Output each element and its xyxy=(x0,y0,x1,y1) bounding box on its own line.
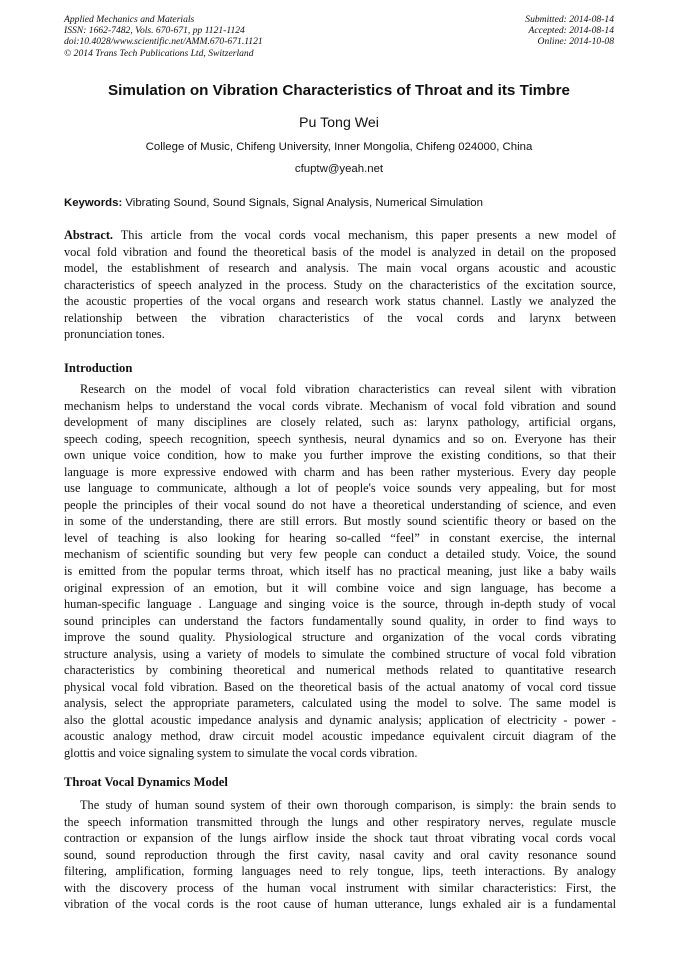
throat-model-paragraph xyxy=(64,797,616,913)
paragraph-line: The study of human sound system of their own thorough comparison, is simply: the brain sends to xyxy=(80,798,616,812)
keywords-label: Keywords: xyxy=(64,197,123,209)
paragraph-line: language is more expressive endowed with charm and has been rather mysterious. Every day people xyxy=(64,464,616,479)
introduction-paragraph xyxy=(64,381,616,762)
paragraph-line: mechanism helps to understand the vocal cords vibrate. Mechanism of vocal fold vibration and sound xyxy=(64,398,616,413)
paragraph-line: level of teaching is also looking for hearing so-called “feel” in constant exercise, the internal xyxy=(64,530,616,545)
paragraph-line: people the principles of their vocal sound do not have a theoretical understanding of science, and even xyxy=(64,497,616,512)
author-email: cfuptw@yeah.net xyxy=(294,163,384,175)
author-name: Pu Tong Wei xyxy=(299,115,379,131)
journal-info xyxy=(64,14,263,59)
paragraph-line: original expression of an emotion, but it will combine voice and sign language, has become a xyxy=(64,580,616,595)
paragraph-line: sound, sound reproduction through the first cavity, nasal cavity and oral cavity resonance sound xyxy=(64,847,616,862)
paragraph-line: contraction or expansion of the lungs airflow inside the shock taut throat vibrating vocal cords vocal xyxy=(64,831,616,846)
abstract-line: vocal fold vibration and found the theoretical basis of the model is analyzed in detail on the proposed xyxy=(64,244,616,259)
journal-issn: ISSN: 1662-7482, Vols. 670-671, pp 1121-1124 xyxy=(64,25,245,37)
journal-name: Applied Mechanics and Materials xyxy=(64,14,195,25)
paragraph-line: human-specific language . Language and singing voice is the source, through in-depth study of vocal xyxy=(64,597,616,612)
paper-title: Simulation on Vibration Characteristics of Throat and its Timbre xyxy=(108,82,570,99)
abstract-line: the acoustic properties of the vocal organs and research work status channel. Lastly we analyzed the xyxy=(64,294,616,309)
paragraph-line: Research on the model of vocal fold vibration characteristics can reveal silent with vibration xyxy=(80,382,616,396)
paragraph-line: sound principles can understand the factors fundamentally sound quality, in order to find ways to xyxy=(64,613,616,628)
submitted-date: Submitted: 2014-08-14 xyxy=(525,14,614,25)
abstract-line: relationship between the vibration characteristics of the vocal cords and larynx between xyxy=(64,310,616,325)
publication-dates xyxy=(525,14,614,48)
online-date: Online: 2014-10-08 xyxy=(537,36,614,48)
paragraph-line: vibration of the vocal cords is the root cause of human utterance, lungs exhaled air is a fundamental xyxy=(64,897,616,912)
abstract-line: characteristics of speech analyzed in the process. Study on the characteristics of the excitation source, xyxy=(64,277,616,292)
section-heading-throat-model: Throat Vocal Dynamics Model xyxy=(64,775,228,789)
paragraph-line: with the discovery process of the human vocal instrument with similar characteristics: First, the xyxy=(64,880,616,895)
abstract-label: Abstract. xyxy=(64,228,114,242)
abstract-line: model, the establishment of research and analysis. The main vocal organs acoustic and acoustic xyxy=(64,261,616,276)
paragraph-line: structure analysis, using a variety of models to simulate the combined structure of vocal fold vibration xyxy=(64,646,616,661)
author-affiliation: College of Music, Chifeng University, Inner Mongolia, Chifeng 024000, China xyxy=(145,141,533,153)
paragraph-line: improve the sound quality. Physiological structure and organization of the vocal cords vibrating xyxy=(64,630,616,645)
paragraph-line: the speech information transmitted through the lungs and other respiratory nerves, regulate muscle xyxy=(64,814,616,829)
paragraph-line: mechanism of scientific sounding but very few people can conduct a detailed study. Voice, the sound xyxy=(64,547,616,562)
journal-doi: doi:10.4028/www.scientific.net/AMM.670-671.1121 xyxy=(64,36,263,48)
accepted-date: Accepted: 2014-08-14 xyxy=(528,25,614,37)
keywords-text: Vibrating Sound, Sound Signals, Signal Analysis, Numerical Simulation xyxy=(122,197,483,209)
paragraph-line: analysis, select the appropriate parameters, calculated using the model to solve. The same model is xyxy=(64,696,616,711)
paragraph-line: acoustic analogy method, draw circuit model acoustic impedance equivalent circuit diagram of the xyxy=(64,729,616,744)
paragraph-line: glottis and voice signaling system to simulate the vocal cords vibration. xyxy=(64,746,418,761)
paragraph-line: speech coding, speech recognition, speech synthesis, neural dynamics and so on. Everyone has their xyxy=(64,431,616,446)
paragraph-line: development of many disciplines are closely related, such as: larynx pathology, artificial organs, xyxy=(64,415,616,430)
abstract-line: Abstract. This article from the vocal cords vocal mechanism, this paper presents a new model of xyxy=(64,228,616,242)
paragraph-line: own unique voice condition, how to make you further improve the existing conditions, so that their xyxy=(64,448,616,463)
paragraph-line: use language to communicate, although a lot of people's voice sounds very appealing, but for most xyxy=(64,481,616,496)
abstract-line: pronunciation tones. xyxy=(64,327,165,342)
paragraph-line: is emitted from the popular terms throat, which itself has no practical meaning, just like a baby wails xyxy=(64,564,616,579)
journal-copyright: © 2014 Trans Tech Publications Ltd, Switzerland xyxy=(64,47,254,59)
paragraph-line: in some of the understanding, there are still errors. But mostly sound scientific theory or based on the xyxy=(64,514,616,529)
abstract xyxy=(64,227,616,343)
paragraph-line: filtering, amplification, forming languages need to rely tongue, lips, teeth interactions. By analogy xyxy=(64,864,616,879)
paragraph-line: characteristics by combining theoretical and numerical methods related to quantitative research xyxy=(64,663,616,678)
paragraph-line: also the glottal acoustic impedance analysis and dynamic analysis; application of electricity - power - xyxy=(64,712,616,727)
keywords xyxy=(64,197,616,209)
section-heading-introduction: Introduction xyxy=(64,361,133,375)
paragraph-line: physical vocal fold vibration. Based on the theoretical basis of the actual anatomy of vocal cord tissue xyxy=(64,679,616,694)
